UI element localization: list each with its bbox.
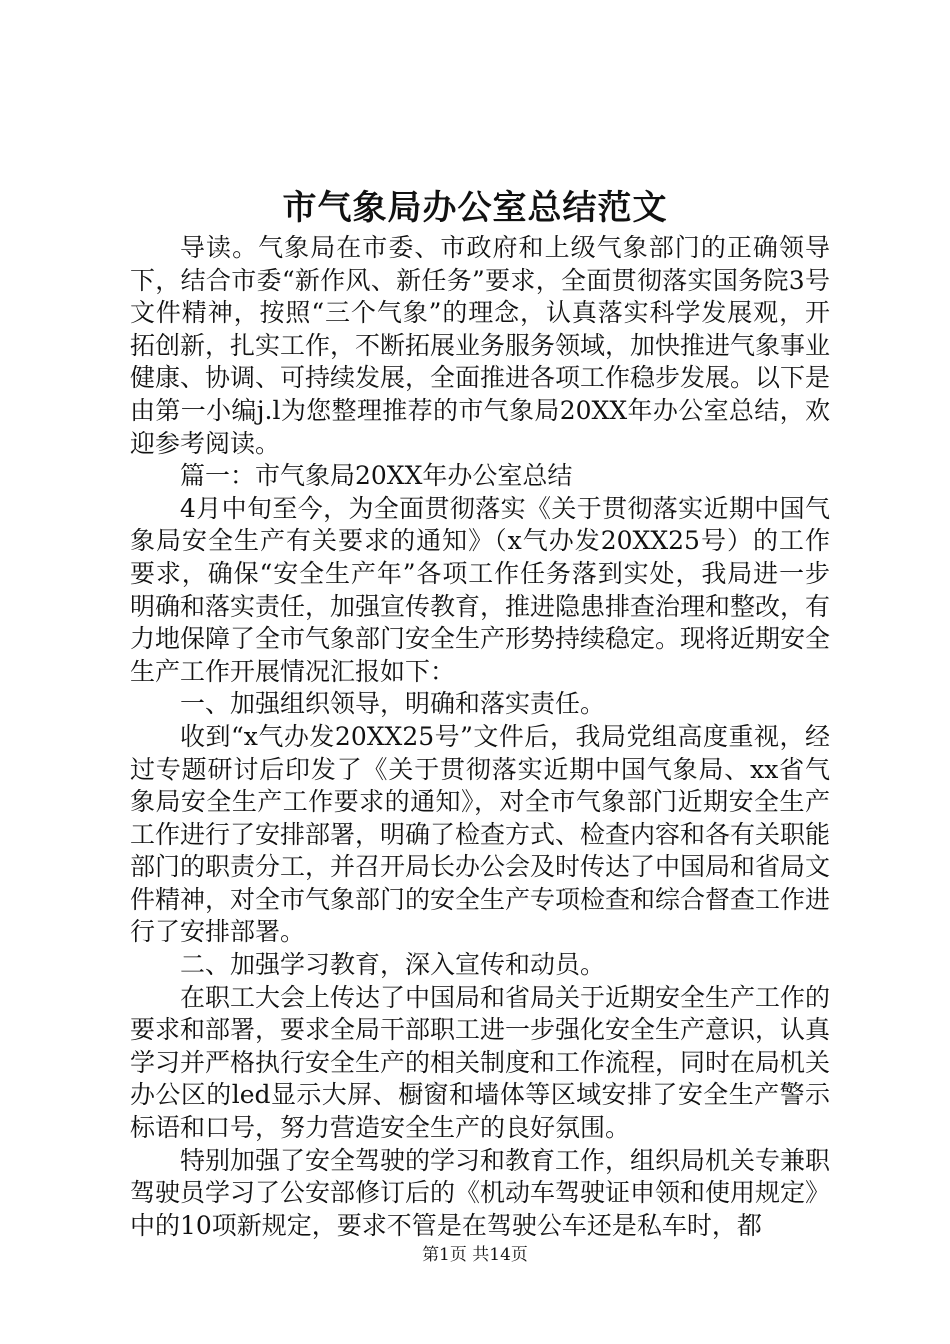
page-number-footer: 第1页 共14页 bbox=[422, 1245, 528, 1265]
section-heading-one: 一、加强组织领导，明确和落实责任。 bbox=[180, 689, 606, 719]
document-body bbox=[130, 232, 830, 1242]
body-paragraph: 4月中旬至今，为全面贯彻落实《关于贯彻落实近期中国气象局安全生产有关要求的通知》（x气办发20XX25号）的工作要求，确保“安全生产年”各项工作任务落到实处，我局进一步明确和落实责任，加强宣传教育，推进隐患排查治理和整改，有力地保障了全市气象部门安全生产形势持续稳定。现将近期安全生产工作开展情况汇报如下： bbox=[130, 493, 831, 686]
section-heading-two: 二、加强学习教育，深入宣传和动员。 bbox=[180, 950, 606, 980]
body-paragraph: 在职工大会上传达了中国局和省局关于近期安全生产工作的要求和部署，要求全局干部职工进一步强化安全生产意识，认真学习并严格执行安全生产的相关制度和工作流程，同时在局机关办公区的led显示大屏、橱窗和墙体等区域安排了安全生产警示标语和口号，努力营造安全生产的良好氛围。 bbox=[130, 982, 831, 1143]
body-paragraph: 收到“x气办发20XX25号”文件后，我局党组高度重视，经过专题研讨后印发了《关于贯彻落实近期中国气象局、xx省气象局安全生产工作要求的通知》，对全市气象部门近期安全生产工作进行了安排部署，明确了检查方式、检查内容和各有关职能部门的职责分工，并召开局长办公会及时传达了中国局和省局文件精神，对全市气象部门的安全生产专项检查和综合督查工作进行了安排部署。 bbox=[130, 721, 831, 947]
body-paragraph: 特别加强了安全驾驶的学习和教育工作，组织局机关专兼职驾驶员学习了公安部修订后的《机动车驾驶证申领和使用规定》中的10项新规定，要求不管是在驾驶公车还是私车时，都 bbox=[130, 1145, 831, 1240]
document-title: 市气象局办公室总结范文 bbox=[282, 188, 668, 228]
section-heading-part-one: 篇一：市气象局20XX年办公室总结 bbox=[180, 461, 573, 491]
intro-paragraph: 导读。气象局在市委、市政府和上级气象部门的正确领导下，结合市委“新作风、新任务”要求，全面贯彻落实国务院3号文件精神，按照“三个气象”的理念，认真落实科学发展观，开拓创新，扎实工作，不断拓展业务服务领域，加快推进气象事业健康、协调、可持续发展，全面推进各项工作稳步发展。以下是由第一小编j.l为您整理推荐的市气象局20XX年办公室总结，欢迎参考阅读。 bbox=[130, 233, 831, 458]
